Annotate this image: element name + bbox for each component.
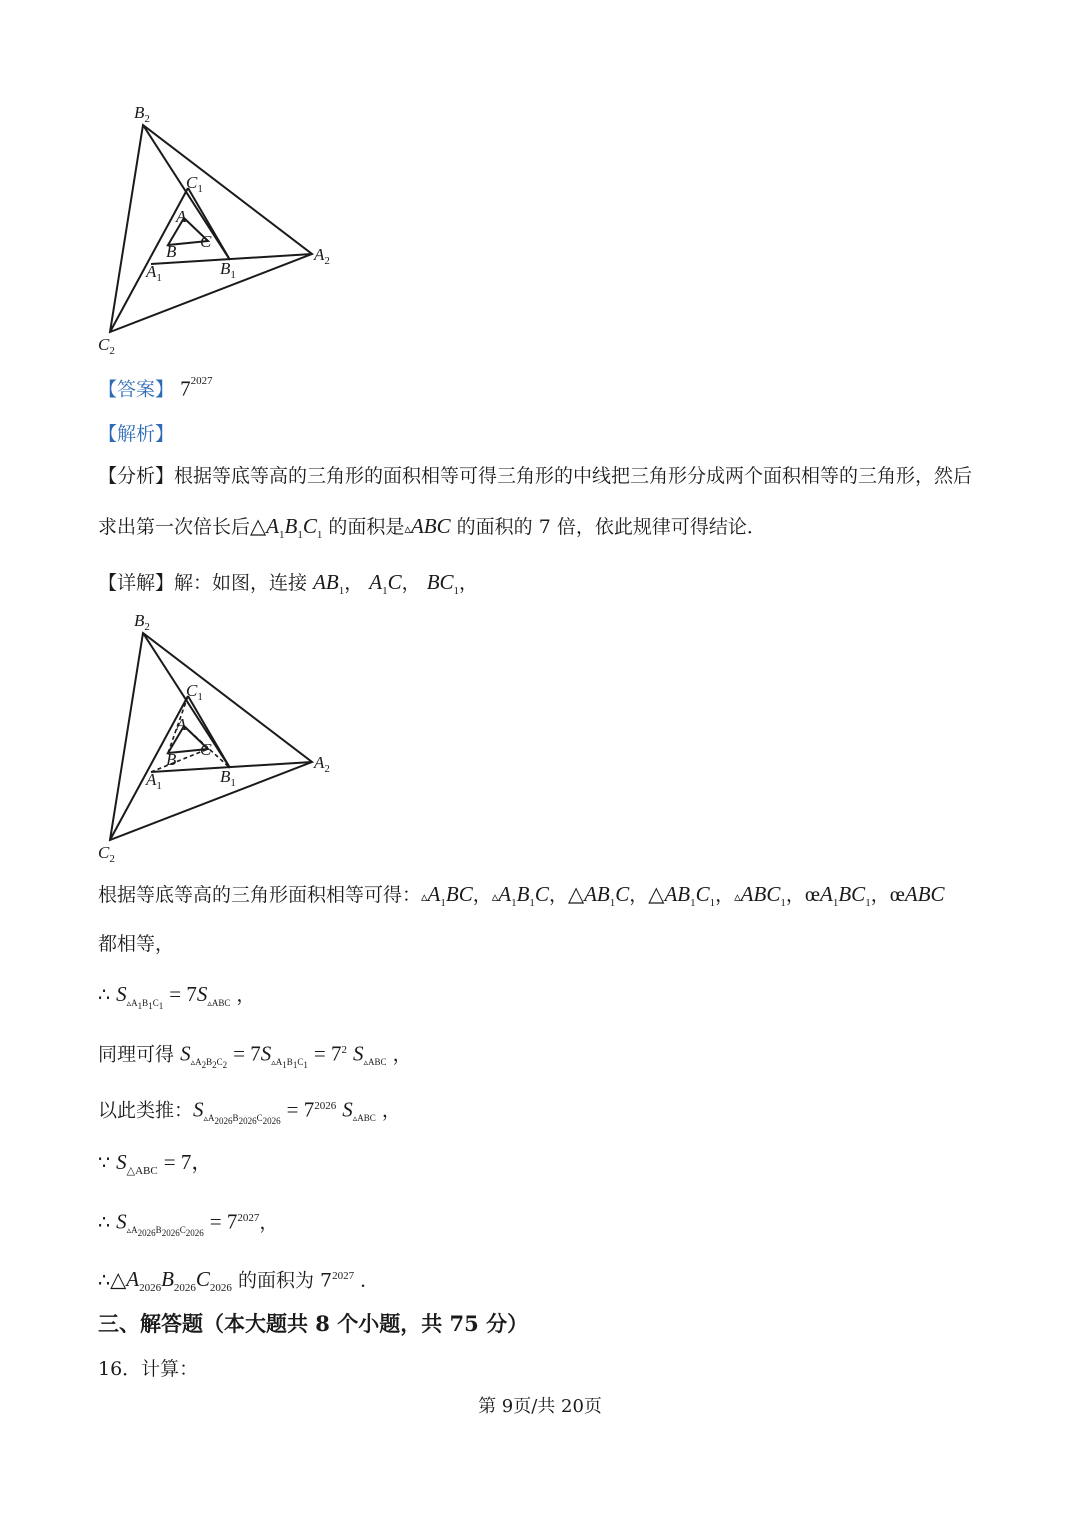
equation-3: 以此类推：$S_{▵A_{2026}B_{2026}C_{2026}} = 7^{2026}$ $S_{▵ABC}$ ， [98,1097,401,1126]
equation-5: ∴ $S_{▵A_{2026}B_{2026}C_{2026}} = 7^{2027}$， [98,1209,279,1238]
fenxi-text-2a: 求出第一次倍长后 [98,516,251,538]
label2-a1: $A_1$ [146,770,162,792]
label-c2: $C_2$ [98,335,115,357]
label-a1: $A_1$ [146,262,162,284]
fenxi-text-2b: 的面积是 [328,516,405,538]
label-b: B [166,242,177,261]
answer-base: 7 [180,376,191,401]
answer-exp: 2027 [190,375,213,387]
label2-b: B [166,750,177,769]
answer-line [98,371,213,403]
label-c: C [200,232,212,251]
label-b2: $B_2$ [134,103,150,125]
equal-area-end: 都相等， [98,933,175,955]
triangle-diagram-1 [96,100,346,360]
page-footer: 第 9页/共 20页 [478,1396,602,1417]
label2-c1: $C_1$ [186,681,203,703]
fenxi-line-1 [98,462,972,490]
xiangjie-text: 解：如图，连接 [174,572,308,594]
label2-c2: $C_2$ [98,843,115,865]
label2-b2: $B_2$ [134,611,150,633]
equal-area-text: 根据等底等高的三角形面积相等可得： [98,884,422,906]
equal-area-line: 根据等底等高的三角形面积相等可得：$▵A_1BC$，$▵A_1B_1C$，$\triangle AB_1C$，$\triangle AB_1C_1$，$▵ABC_1$，$œA_1BC_1$，œABC [98,882,945,910]
equation-1: ∴ $S_{▵A_1B_1C_1} = 7S_{▵ABC}$ ， [98,982,256,1011]
label-b1: $B_1$ [220,259,236,281]
figure-triangle-1 [96,100,346,360]
analysis-tag: 【解析】 [98,423,175,445]
triangle-diagram-2 [96,608,346,868]
xiangjie-tag: 【详解】 [98,572,175,594]
label2-b1: $B_1$ [220,767,236,789]
label-c1: $C_1$ [186,173,203,195]
label2-a: A [176,715,187,734]
figure-triangle-2 [96,608,346,872]
equation-4: ∵ $S_{\triangle ABC} = 7$， [98,1150,213,1177]
fenxi-line-2: 求出第一次倍长后$\triangle A_1B_1C_1$ 的面积是▵ABC 的面积的 7 倍，依此规律可得结论． [98,514,766,542]
label2-c: C [200,740,212,759]
answer-tag: 【答案】 [98,378,175,401]
xiangjie-line: 【详解】解：如图，连接 $AB_1$， $A_1C$， $BC_1$， [98,570,479,598]
label-a: A [176,207,187,226]
section-3-title: 三、解答题（本大题共 8 个小题，共 75 分） [98,1311,529,1336]
fenxi-tag: 【分析】 [98,465,175,487]
fenxi-text-2c: 的面积的 7 倍，依此规律可得结论． [456,516,766,538]
question-16: 16．计算： [98,1358,199,1380]
label2-a2: $A_2$ [314,753,330,775]
equation-2: 同理可得 $S_{▵A_2B_2C_2} = 7S_{▵A_1B_1C_1} = 7^2$ $S_{▵ABC}$ ， [98,1041,412,1070]
label-a2: $A_2$ [314,245,330,267]
fenxi-text-1: 根据等底等高的三角形的面积相等可得三角形的中线把三角形分成两个面积相等的三角形，然后 [174,465,973,487]
equation-6: $\therefore\triangle A_{2026}B_{2026}C_{2026}$ 的面积为 $7^{2027}$ ． [98,1267,380,1295]
